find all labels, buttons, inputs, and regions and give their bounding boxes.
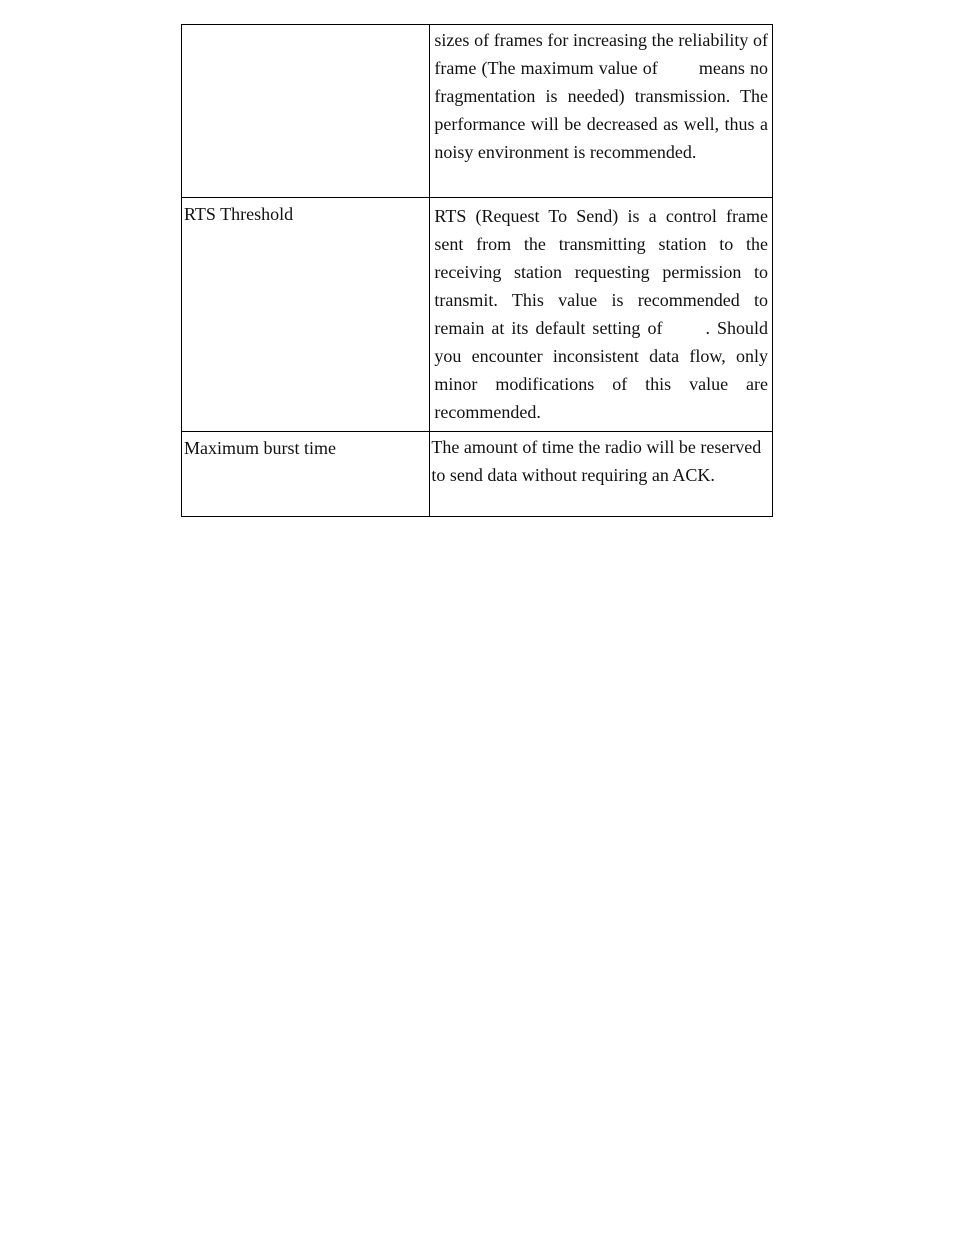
term-label: Maximum burst time [184,438,336,458]
term-cell [182,198,430,432]
description-cell [430,25,773,198]
term-cell [182,432,430,517]
description-text: The amount of time the radio will be reserved to send data without requiring an ACK. [431,437,762,485]
term-cell [182,25,430,198]
description-text [430,198,772,429]
description-part: means no fragmentation is needed) transmission. The performance will be decreased as well, thus a noisy environment is recommended. [434,58,769,162]
description-part: RTS (Request To Send) is a control frame sent from the transmitting station to the receiving station requesting permission to transmit. This value is recommended to remain at its default setting of [434,206,768,338]
description-part: sizes of frames for increasing the reliability of frame (The maximum value of [434,30,768,78]
description-cell [430,432,773,517]
description-part: . Should you encounter inconsistent data flow, only minor modifications of this value are recommended. [434,318,769,422]
description-cell [430,198,773,432]
table-row [182,25,773,198]
term-label: RTS Threshold [184,204,294,224]
table-row [182,432,773,517]
table-row [182,198,773,432]
parameter-table [181,24,773,517]
term-label [182,25,429,27]
description-text [430,25,772,169]
